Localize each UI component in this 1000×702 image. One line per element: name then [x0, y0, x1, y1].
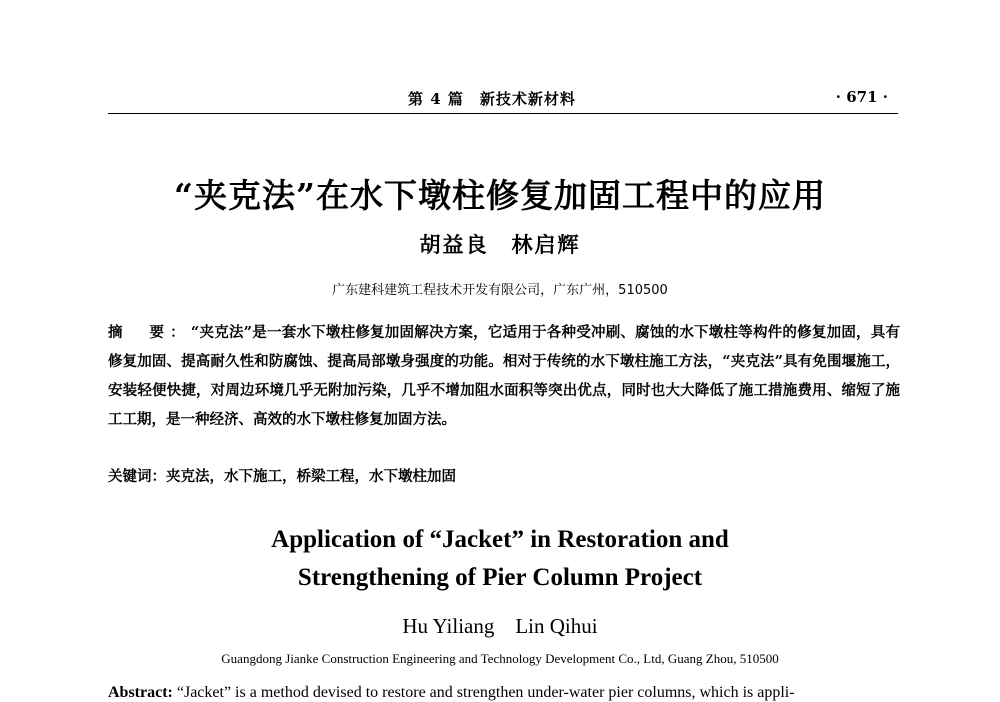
abstract-cn — [108, 318, 900, 434]
affiliation-en: Guangdong Jianke Construction Engineering and Technology Development Co., Ltd, Guang Zhou, 510500 — [221, 651, 779, 666]
abstract-en-label: Abstract: — [108, 684, 173, 701]
abstract-cn-text: “夹克法”是一套水下墩柱修复加固解决方案，它适用于各种受冲刷、腐蚀的水下墩柱等构件的修复加固，具有修复加固、提高耐久性和防腐蚀、提高局部墩身强度的功能。相对于传统的水下墩柱施工方法，“夹克法”具有免围堰施工，安装轻便快捷，对周边环境几乎无附加污染，几乎不增加阻水面积等突出优点，同时也大大降低了施工措施费用、缩短了施工工期，是一种经济、高效的水下墩柱修复加固方法。 — [108, 324, 901, 428]
abstract-en-text: “Jacket” is a method devised to restore and strengthen under-water pier columns, which is appli- — [176, 684, 795, 701]
paper-title-en — [0, 521, 1000, 597]
page-number: · 671 · — [835, 88, 888, 106]
keywords-cn — [108, 465, 456, 486]
keywords-cn-text: 夹克法，水下施工，桥梁工程，水下墩柱加固 — [166, 468, 456, 485]
authors-cn: 胡益良 林启辉 — [419, 232, 581, 257]
affiliation-cn: 广东建科建筑工程技术开发有限公司，广东广州，510500 — [332, 283, 668, 298]
paper-title-en-line1: Application of “Jacket” in Restoration and — [271, 526, 729, 553]
keywords-cn-label: 关键词： — [108, 468, 166, 485]
section-title: 第 4 篇 新技术新材料 — [408, 90, 576, 108]
abstract-en — [108, 684, 900, 702]
authors-en: Hu Yiliang Lin Qihui — [402, 614, 598, 638]
header-rule — [108, 113, 898, 114]
abstract-cn-label: 摘 要： — [108, 324, 191, 341]
paper-title-en-line2: Strengthening of Pier Column Project — [297, 564, 703, 591]
running-header — [108, 88, 898, 112]
paper-title-cn: “夹克法”在水下墩柱修复加固工程中的应用 — [174, 176, 826, 215]
